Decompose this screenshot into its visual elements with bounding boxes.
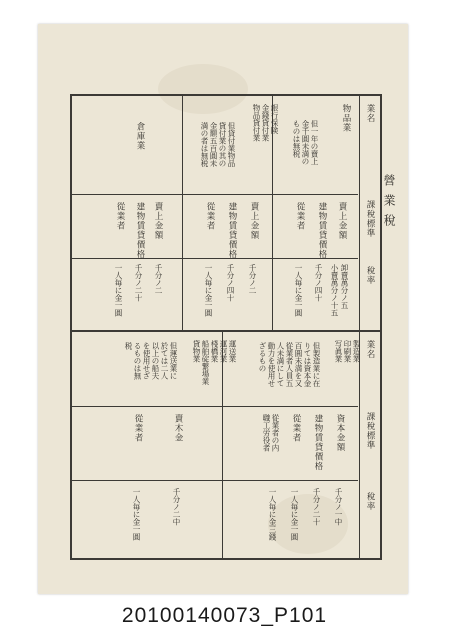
lower-row2-basis3: 從業者	[133, 414, 143, 443]
lower-row2-category: 運送業 運河業 棧橋業 船舶碇繋場業 貸物業	[192, 340, 237, 385]
lower-header-category: 業名	[365, 340, 375, 359]
row3-basis: 賣上金額	[153, 202, 163, 240]
row2-note: 但貸付業物品 貸付業の其の 金額五百圓未 満の者は無税	[200, 122, 236, 167]
row3-basis3: 從業者	[115, 202, 125, 231]
header-basis-label: 課稅標準	[365, 200, 375, 238]
header-rate-label: 稅率	[365, 266, 375, 285]
row1-category: 物品業	[341, 104, 351, 133]
row3-basis2: 建物賃貸價格	[135, 202, 145, 259]
header-divider	[359, 96, 360, 330]
lower-row1-rate4: 一人毎に金三錢	[268, 488, 277, 541]
lower-row1-basis3: 從業者	[291, 414, 301, 443]
lower-row1-category: 製造業 印刷業 写眞業	[334, 340, 361, 363]
lower-row1-basis: 資本金額	[335, 414, 345, 452]
lower-row2-basis: 賣木金	[173, 414, 183, 443]
row-divider	[72, 406, 358, 407]
lower-row1-rate2: 千分ノ二十	[312, 488, 321, 526]
header-category-label: 業名	[365, 104, 375, 123]
row2-rate3: 一人毎に金一圓	[204, 264, 213, 317]
lower-row1-note: 但製造業に在 りては資本金 百圓未満を又 從業者人員五 人未満にして 動力を使用せ ざるもの	[258, 342, 321, 387]
row1-rate3: 一人毎に金一圓	[294, 264, 303, 317]
row1-basis3: 從業者	[295, 202, 305, 231]
row2-basis: 賣上金額	[249, 202, 259, 240]
row2-rate2: 千分ノ四十	[226, 264, 235, 302]
row3-rate2: 千分ノ二十	[134, 264, 143, 302]
row1-basis2: 建物賃貸價格	[317, 202, 327, 259]
row2-basis2: 建物賃貸價格	[227, 202, 237, 259]
lower-row1-basis4: 從業者の内 職工労役者	[262, 414, 280, 452]
lower-row2-rate3: 一人毎に金一圓	[132, 488, 141, 541]
row2-basis3: 從業者	[205, 202, 215, 231]
row2-rate: 千分ノ二	[248, 264, 257, 294]
lower-row2-note: 但運送業に 於ては二人 以上の船夫 を使用せざ るものは無 税	[124, 342, 178, 380]
lower-row1-basis2: 建物賃貸價格	[313, 414, 323, 471]
row1-rate-b: 小賣萬分ノ十五	[330, 264, 339, 317]
lower-row1-rate: 千分ノ一中	[334, 488, 343, 526]
row1-note: 但一年の賣上 金千圓未満の ものは無税	[292, 120, 319, 165]
row-divider	[72, 194, 358, 195]
row3-rate: 千分ノ二	[154, 264, 163, 294]
row2-category: 銀行保険 金錢貸付業 物品貸付業	[252, 104, 279, 142]
archive-id: 20100140073_P101	[121, 604, 328, 627]
row1-rate-a: 卸賣萬分ノ五	[340, 264, 349, 309]
lower-row2-rate: 千分ノ二中	[172, 488, 181, 526]
row3-category: 倉庫業	[135, 122, 145, 151]
lower-header-basis: 課稅標準	[365, 412, 375, 450]
row3-rate3: 一人毎に金一圓	[114, 264, 123, 317]
lower-header-rate: 稅率	[365, 492, 375, 511]
tax-table	[70, 94, 382, 560]
column-divider	[182, 96, 183, 330]
document-page	[38, 24, 408, 594]
row1-rate2: 千分ノ四十	[314, 264, 323, 302]
lower-row1-rate3: 一人毎に金一圓	[290, 488, 299, 541]
row1-basis: 賣上金額	[337, 202, 347, 240]
row-divider	[72, 480, 358, 481]
document-title: 營業稅	[382, 174, 396, 234]
section-divider	[72, 330, 380, 332]
header-divider	[359, 330, 360, 558]
